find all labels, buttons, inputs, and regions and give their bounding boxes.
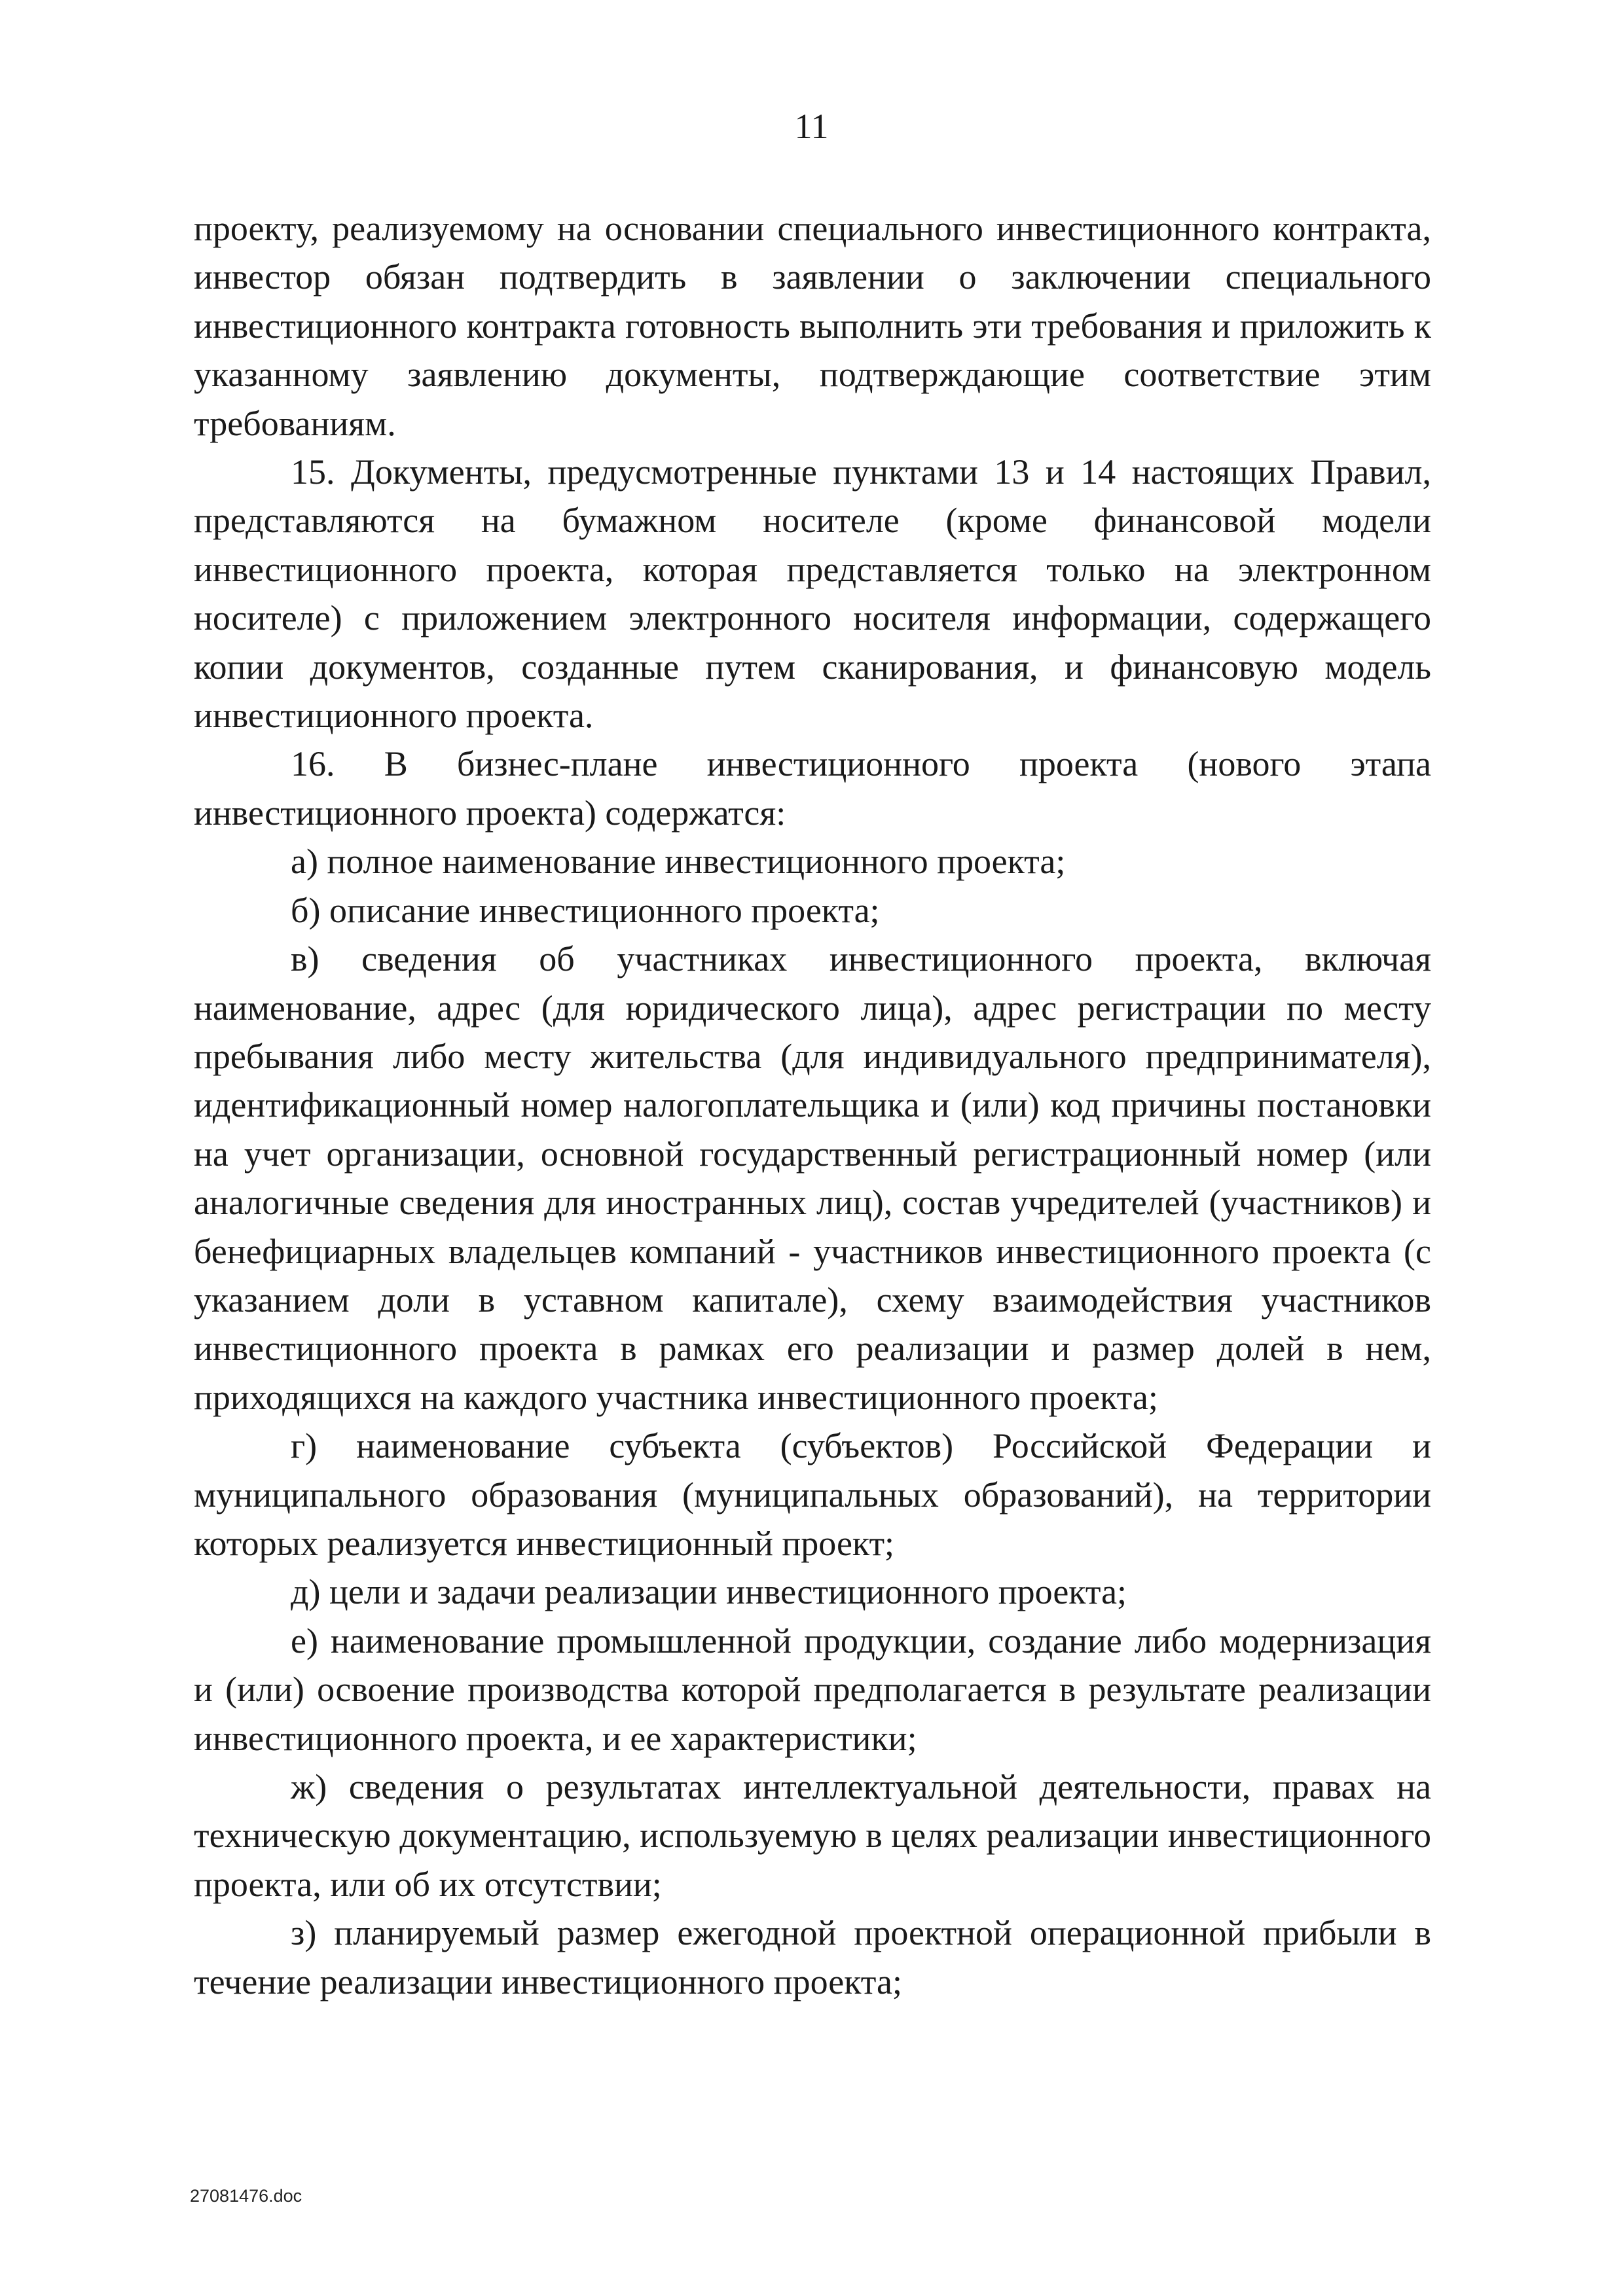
paragraph-item-16: 16. В бизнес-плане инвестиционного проекта (нового этапа инвестиционного проекта) содержатся: bbox=[194, 744, 1431, 833]
document-file-code: 27081476.doc bbox=[190, 2186, 302, 2206]
paragraph-subitem-d: д) цели и задачи реализации инвестиционного проекта; bbox=[291, 1572, 1127, 1612]
paragraph-subitem-g: г) наименование субъекта (субъектов) Российской Федерации и муниципального образования (муниципальных образований), на территории которых реализуется инвестиционный проект; bbox=[194, 1426, 1431, 1563]
paragraph-continuation: проекту, реализуемому на основании специального инвестиционного контракта, инвестор обязан подтвердить в заявлении о заключении специального инвестиционного контракта готовность выполнить эти требования и приложить к указанному заявлению документы, подтверждающие соответствие этим требованиям. bbox=[194, 209, 1431, 443]
paragraph-subitem-v: в) сведения об участниках инвестиционного проекта, включая наименование, адрес (для юридического лица), адрес регистрации по месту пребывания либо месту жительства (для индивидуального предпринимателя), идентификационный номер налогоплательщика и (или) код причины постановки на учет организации, основной государственный регистрационный номер (или аналогичные сведения для иностранных лиц), состав учредителей (участников) и бенефициарных владельцев компаний - участников инвестиционного проекта (с указанием доли в уставном капитале), схему взаимодействия участников инвестиционного проекта в рамках его реализации и размер долей в нем, приходящихся на каждого участника инвестиционного проекта; bbox=[194, 939, 1431, 1417]
paragraph-subitem-e: е) наименование промышленной продукции, создание либо модернизация и (или) освоение производства которой предполагается в результате реализации инвестиционного проекта, и ее характеристики; bbox=[194, 1621, 1431, 1758]
paragraph-subitem-b: б) описание инвестиционного проекта; bbox=[291, 890, 880, 930]
paragraph-subitem-z: з) планируемый размер ежегодной проектной операционной прибыли в течение реализации инвестиционного проекта; bbox=[194, 1913, 1431, 2001]
page-number: 11 bbox=[794, 107, 829, 146]
paragraph-subitem-zh: ж) сведения о результатах интеллектуальной деятельности, правах на техническую документацию, используемую в целях реализации инвестиционного проекта, или об их отсутствии; bbox=[194, 1767, 1431, 1904]
paragraph-item-15: 15. Документы, предусмотренные пунктами 13 и 14 настоящих Правил, представляются на бумажном носителе (кроме финансовой модели инвестиционного проекта, которая представляется только на электронном носителе) с приложением электронного носителя информации, содержащего копии документов, созданные путем сканирования, и финансовую модель инвестиционного проекта. bbox=[194, 452, 1431, 736]
document-body bbox=[194, 204, 1431, 2006]
paragraph-subitem-a: а) полное наименование инвестиционного проекта; bbox=[291, 842, 1066, 882]
